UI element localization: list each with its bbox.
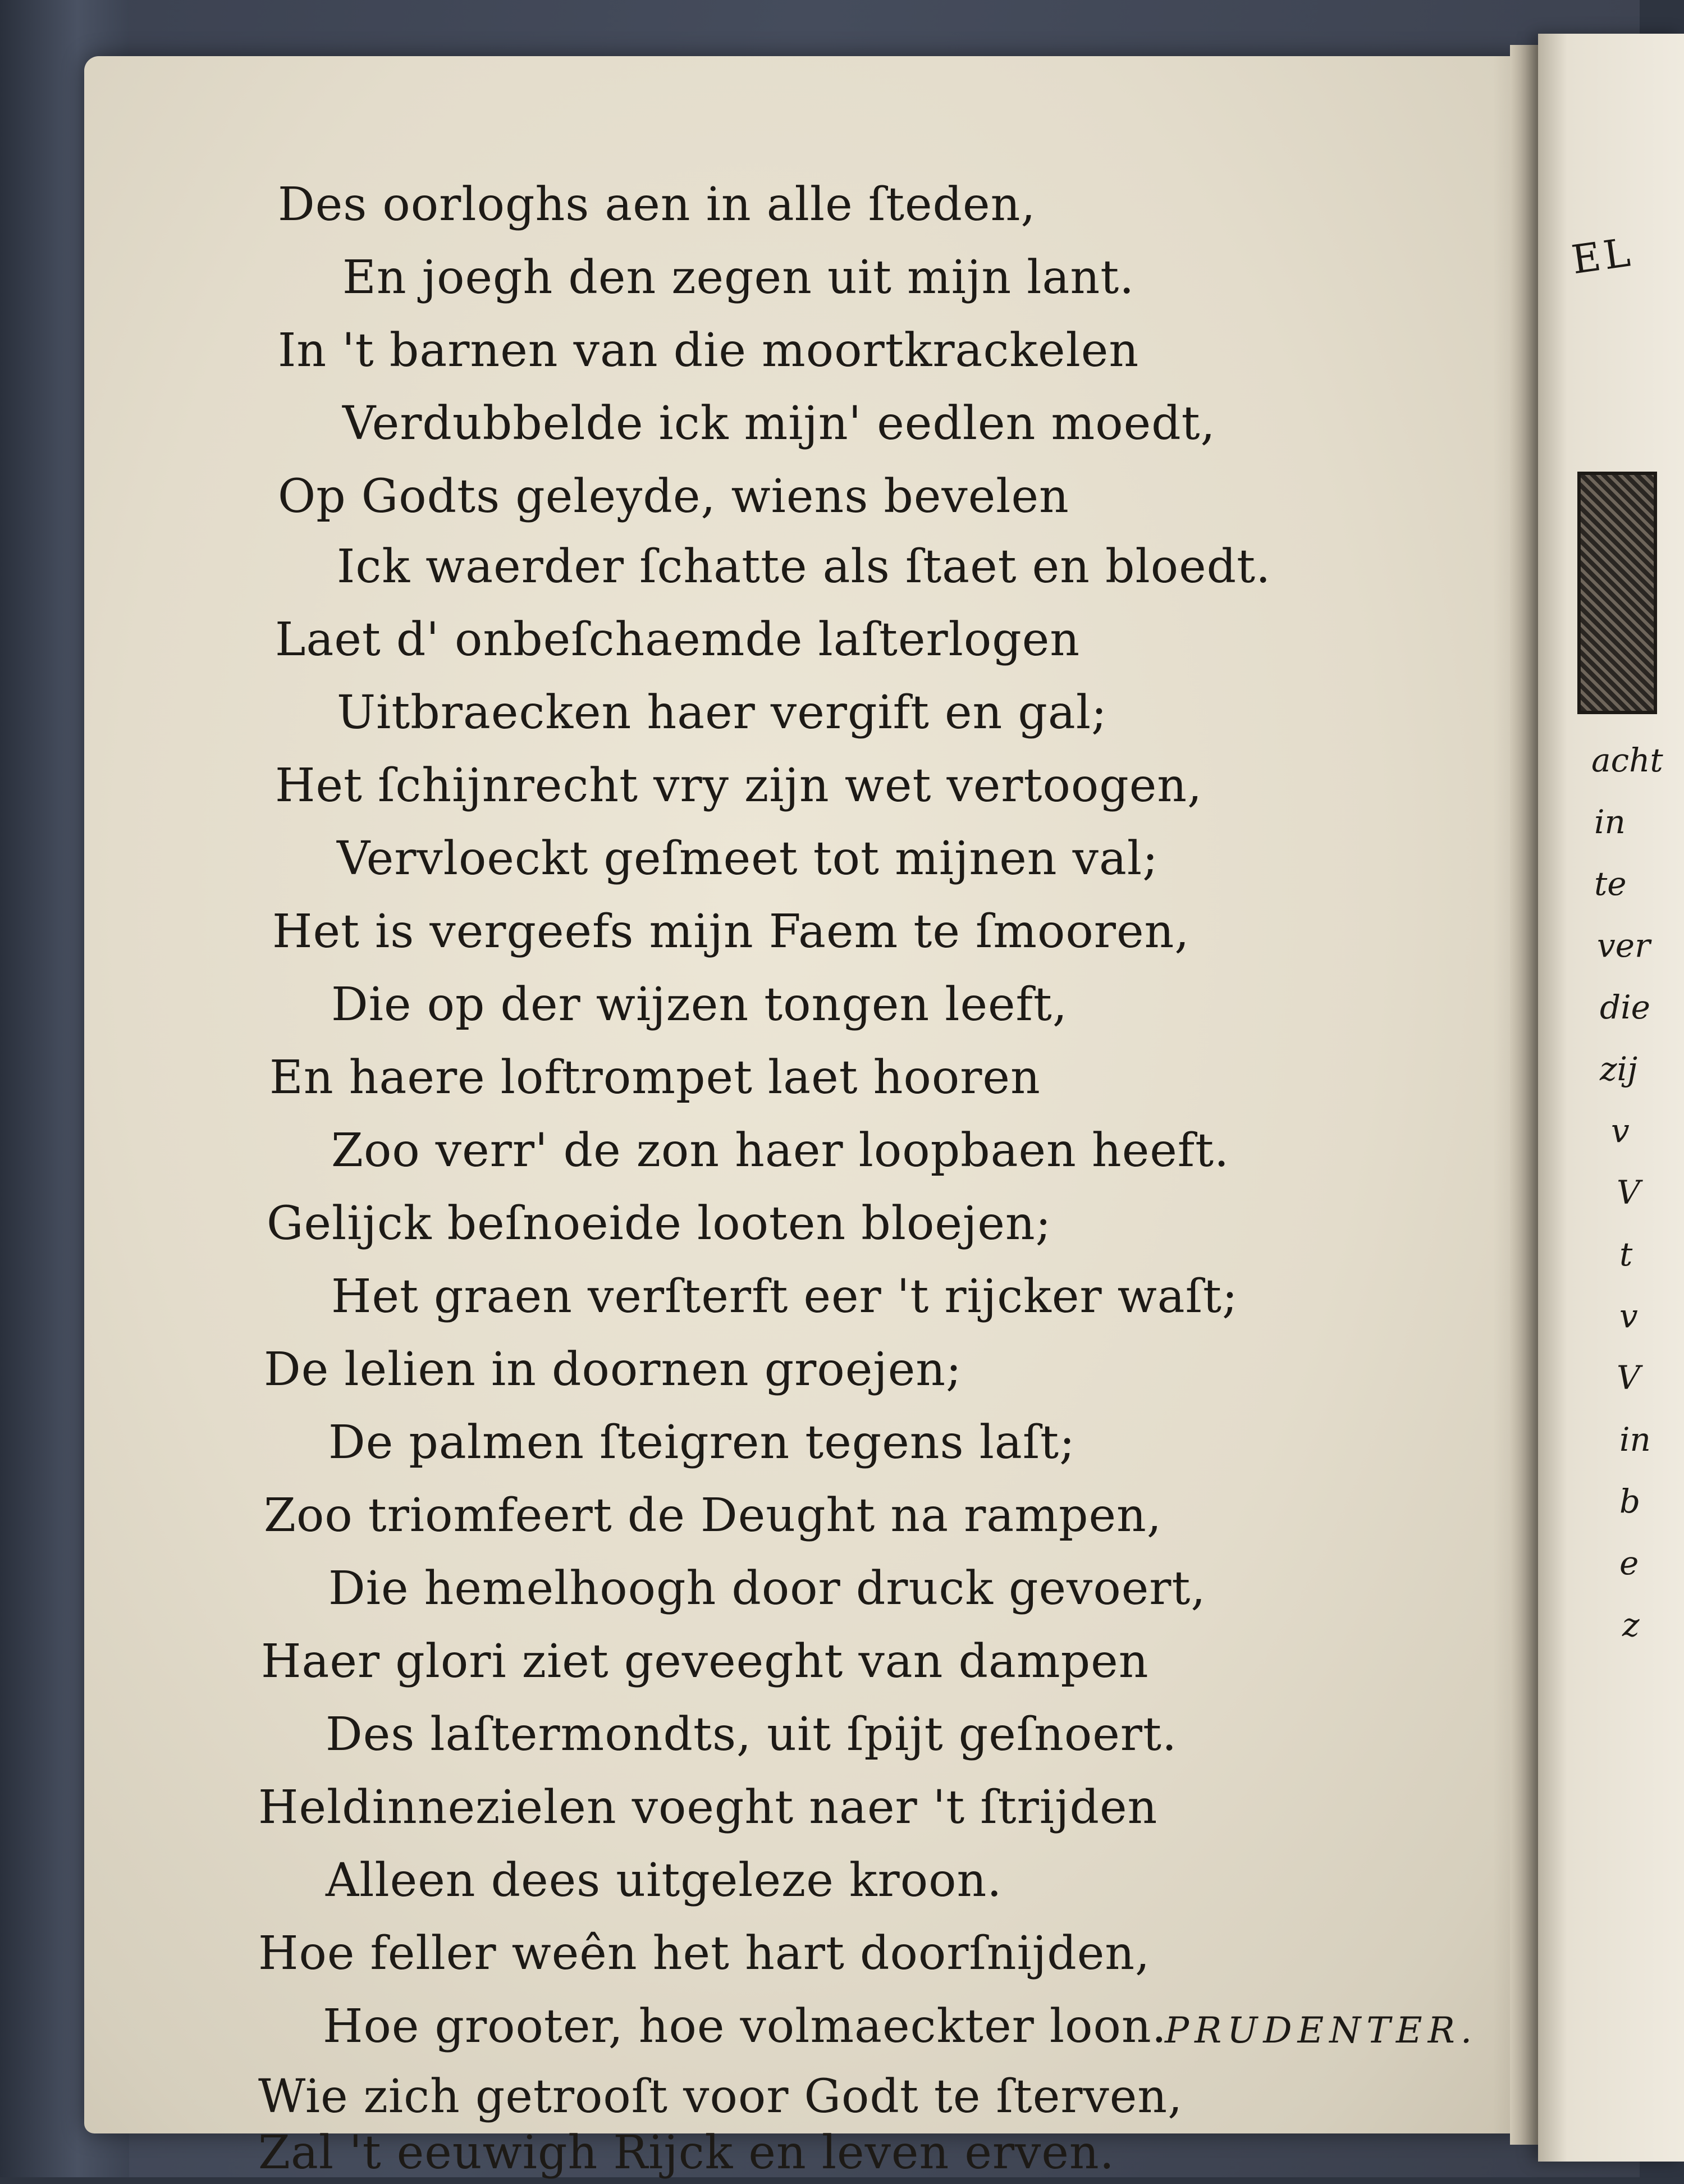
poem-line: De lelien in doornen groejen;	[264, 1343, 962, 1396]
poem-line: Alleen dees uitgeleze kroon.	[326, 1854, 1003, 1907]
right-fragment: t	[1619, 1235, 1633, 1273]
poem-line: Op Godts geleyde, wiens bevelen	[278, 470, 1069, 523]
right-fragment: acht	[1591, 741, 1663, 779]
right-fragment: zij	[1600, 1050, 1638, 1088]
poem-line: Zoo triomfeert de Deught na rampen,	[264, 1489, 1162, 1542]
right-fragment: v	[1619, 1297, 1638, 1335]
poem-line: Hoe grooter, hoe volmaeckter loon.	[323, 2000, 1167, 2053]
poem-line: Het graen verſterft eer 't rijcker waſt;	[331, 1270, 1238, 1323]
poem-line: De palmen ſteigren tegens laſt;	[328, 1416, 1076, 1469]
poem-line: Zoo verr' de zon haer loopbaen heeft.	[331, 1124, 1230, 1177]
poem-line: Ick waerder ſchatte als ſtaet en bloedt.	[337, 540, 1271, 593]
catchword: PRUDENTER.	[1165, 2010, 1478, 2052]
right-page	[1538, 34, 1684, 2162]
poem-line: Gelijck beſnoeide looten bloejen;	[267, 1197, 1052, 1250]
poem-line: In 't barnen van die moortkrackelen	[278, 324, 1140, 377]
poem-line: Des oorloghs aen in alle ſteden,	[278, 178, 1036, 231]
right-fragment: die	[1600, 988, 1651, 1026]
right-page-heading: EL	[1568, 229, 1636, 284]
poem-line: Zal 't eeuwigh Rijck en leven erven.	[258, 2126, 1115, 2180]
poem-line: Wie zich getrooſt voor Godt te ſterven,	[258, 2070, 1183, 2123]
right-fragment: v	[1611, 1112, 1630, 1150]
poem-line: Hoe feller weên het hart doorſnijden,	[258, 1927, 1151, 1980]
poem-line: Laet d' onbeſchaemde laſterlogen	[275, 613, 1081, 666]
poem-line: Heldinnezielen voeght naer 't ſtrijden	[258, 1781, 1158, 1834]
right-fragment: ver	[1597, 926, 1650, 965]
right-fragment: V	[1617, 1173, 1640, 1212]
right-fragment: b	[1619, 1482, 1641, 1520]
right-fragment: e	[1619, 1544, 1639, 1582]
right-fragment: z	[1622, 1606, 1640, 1644]
poem-line: Het ſchijnrecht vry zijn wet vertoogen,	[275, 759, 1203, 812]
poem-line: En haere loftrompet laet hooren	[269, 1051, 1041, 1104]
poem-line: Verdubbelde ick mijn' eedlen moedt,	[342, 397, 1216, 450]
poem-line: Die hemelhoogh door druck gevoert,	[328, 1562, 1206, 1615]
poem-line: Die op der wijzen tongen leeft,	[331, 978, 1068, 1031]
decorated-initial	[1577, 472, 1657, 714]
poem-line: Het is vergeefs mijn Faem te ſmooren,	[272, 905, 1190, 958]
poem-line: Uitbraecken haer vergift en gal;	[337, 686, 1108, 739]
right-fragment: in	[1594, 803, 1626, 841]
right-fragment: V	[1617, 1359, 1640, 1397]
poem-line: Vervloeckt geſmeet tot mijnen val;	[337, 832, 1159, 885]
poem-line: Des laſtermondts, uit ſpijt geſnoert.	[326, 1708, 1178, 1761]
right-fragment: te	[1594, 865, 1627, 903]
poem-line: Haer glori ziet geveeght van dampen	[261, 1635, 1149, 1688]
right-fragment: in	[1619, 1420, 1651, 1459]
poem-line: En joegh den zegen uit mijn lant.	[342, 251, 1135, 304]
